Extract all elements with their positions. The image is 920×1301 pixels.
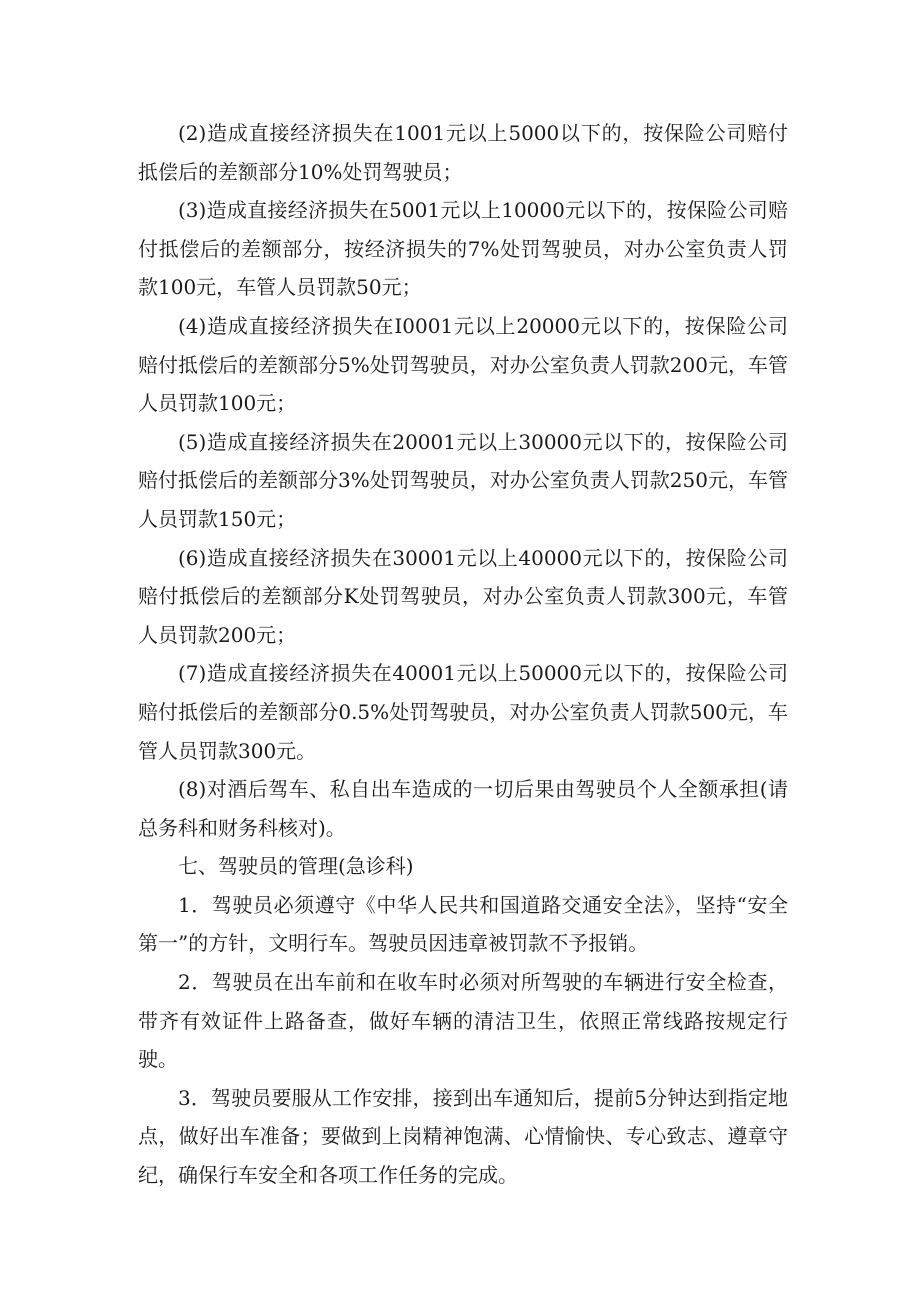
- paragraph-item-8: (8)对酒后驾车、私自出车造成的一切后果由驾驶员个人全额承担(请总务科和财务科核对)。: [138, 777, 788, 840]
- paragraph-item-7: (7)造成直接经济损失在40001元以上50000元以下的，按保险公司赔付抵偿后的差额部分0.5%处罚驾驶员，对办公室负责人罚款500元，车管人员罚款300元。: [138, 661, 788, 763]
- section-heading: 七、驾驶员的管理(急诊科): [178, 854, 414, 879]
- paragraph-item-5: (5)造成直接经济损失在20001元以上30000元以下的，按保险公司赔付抵偿后的差额部分3%处罚驾驶员，对办公室负责人罚款250元，车管人员罚款150元；: [138, 429, 788, 531]
- rule-item-1: 1．驾驶员必须遵守《中华人民共和国道路交通安全法》，坚持“安全第一”的方针，文明行车。驾驶员因违章被罚款不予报销。: [138, 892, 788, 956]
- rule-item-3: 3．驾驶员要服从工作安排，接到出车通知后，提前5分钟达到指定地点，做好出车准备；要做到上岗精神饱满、心情愉快、专心致志、遵章守纪，确保行车安全和各项工作任务的完成。: [138, 1085, 788, 1188]
- paragraph-item-6: (6)造成直接经济损失在30001元以上40000元以下的，按保险公司赔付抵偿后的差额部分K处罚驾驶员，对办公室负责人罚款300元，车管人员罚款200元；: [138, 545, 788, 647]
- rule-item-2: 2．驾驶员在出车前和在收车时必须对所驾驶的车辆进行安全检查，带齐有效证件上路备查，做好车辆的清洁卫生，依照正常线路按规定行驶。: [138, 970, 788, 1072]
- paragraph-item-2: (2)造成直接经济损失在1001元以上5000以下的，按保险公司赔付抵偿后的差额部分10%处罚驾驶员；: [138, 121, 788, 184]
- document-body: [138, 114, 788, 1195]
- paragraph-item-3: (3)造成直接经济损失在5001元以上10000元以下的，按保险公司赔付抵偿后的差额部分，按经济损失的7%处罚驾驶员，对办公室负责人罚款100元，车管人员罚款50元；: [138, 198, 788, 300]
- paragraph-item-4: (4)造成直接经济损失在I0001元以上20000元以下的，按保险公司赔付抵偿后的差额部分5%处罚驾驶员，对办公室负责人罚款200元，车管人员罚款100元；: [138, 313, 788, 416]
